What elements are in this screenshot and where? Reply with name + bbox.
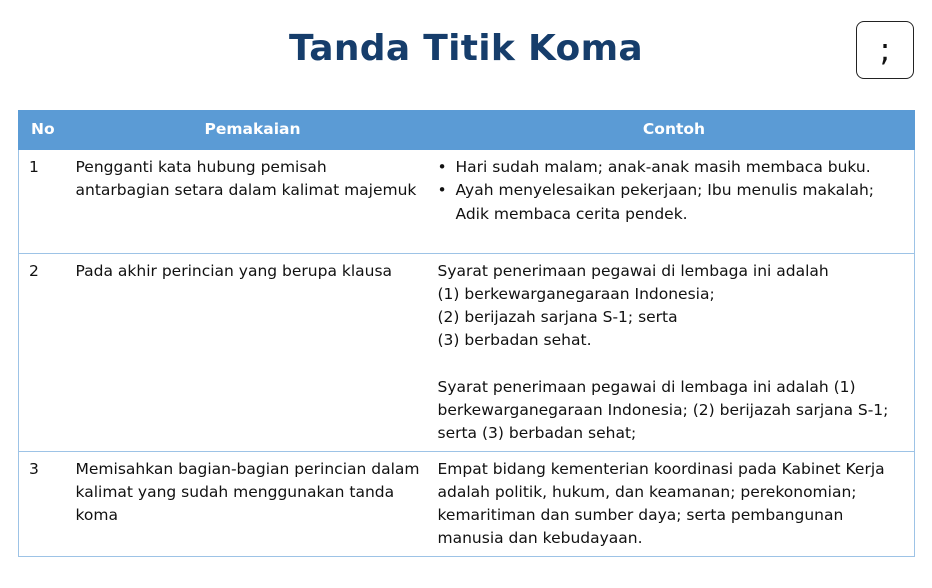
row-usage: Pengganti kata hubung pemisah antarbagian setara dalam kalimat majemuk — [72, 150, 434, 253]
row-number: 3 — [19, 451, 72, 556]
example-line: (1) berkewarganegaraan Indonesia; — [437, 284, 715, 303]
row-example — [434, 150, 915, 253]
example-line: (3) berbadan sehat. — [437, 331, 592, 350]
header-usage: Pemakaian — [72, 110, 434, 150]
row-number: 1 — [19, 150, 72, 253]
bullet-icon: • — [437, 158, 447, 176]
usage-table — [18, 110, 915, 557]
semicolon-symbol-box: ; — [856, 21, 914, 79]
example-text: Ayah menyelesaikan pekerjaan; Ibu menulis makalah; Adik membaca cerita pendek. — [455, 181, 875, 223]
list-item — [438, 156, 907, 179]
table-header-row — [19, 110, 915, 150]
example-line: Syarat penerimaan pegawai di lembaga ini adalah — [437, 261, 829, 280]
spacer — [438, 353, 907, 376]
header-no: No — [19, 110, 72, 150]
page-title: Tanda Titik Koma — [289, 28, 643, 69]
row-number: 2 — [19, 253, 72, 451]
row-usage: Memisahkan bagian-bagian perincian dalam kalimat yang sudah menggunakan tanda koma — [72, 451, 434, 556]
table-row — [19, 451, 915, 556]
row-example: Empat bidang kementerian koordinasi pada Kabinet Kerja adalah politik, hukum, dan keamanan; perekonomian; kemaritiman dan sumber daya; serta pembangunan manusia dan kebudayaan. — [434, 451, 915, 556]
example-bullet-list — [438, 156, 907, 226]
bullet-icon: • — [437, 181, 447, 200]
table-row — [19, 150, 915, 253]
example-line: (2) berijazah sarjana S-1; serta — [437, 308, 678, 327]
example-paragraph: Syarat penerimaan pegawai di lembaga ini adalah (1) berkewarganegaraan Indonesia; (2) berijazah sarjana S-1; serta (3) berbadan sehat; — [437, 377, 889, 443]
list-item — [438, 179, 907, 226]
table-row — [19, 253, 915, 451]
example-text: Hari sudah malam; anak-anak masih membaca buku. — [455, 158, 871, 176]
row-usage: Pada akhir perincian yang berupa klausa — [72, 253, 434, 451]
row-example — [434, 253, 915, 451]
header-example: Contoh — [434, 110, 915, 150]
